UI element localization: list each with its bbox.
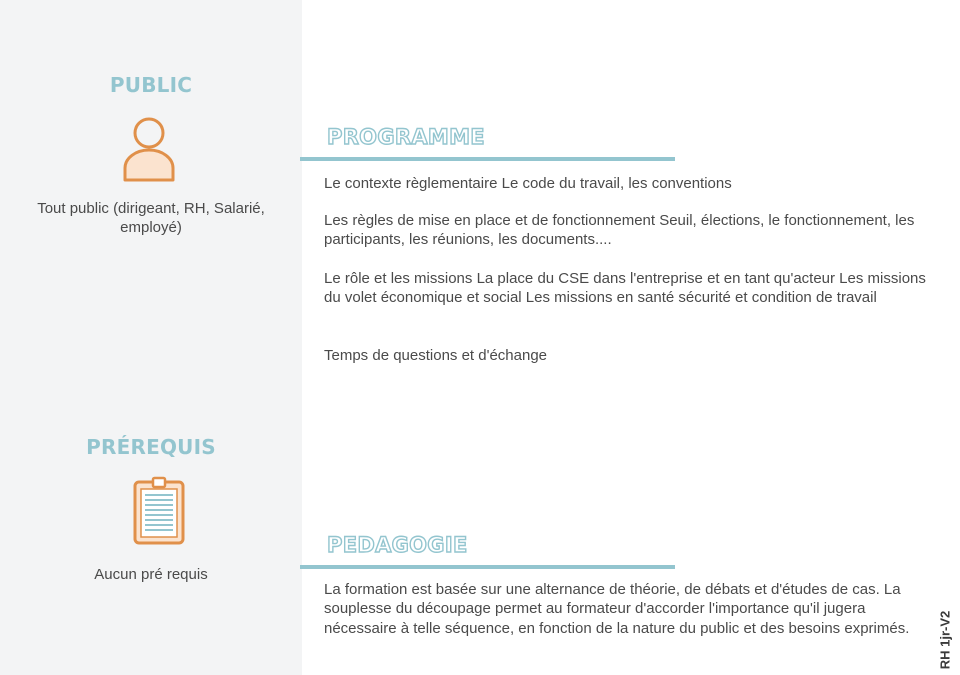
document-reference: RH 1jr-V2 bbox=[937, 610, 953, 670]
programme-paragraph: Le rôle et les missions La place du CSE dans l'entreprise et en tant qu'acteur Les missions du volet économique et social Les missions en santé sécurité et condition de travail bbox=[324, 270, 926, 307]
prerequis-heading: PRÉREQUIS bbox=[86, 435, 216, 459]
prerequis-description: Aucun pré requis bbox=[94, 566, 208, 583]
pedagogie-divider bbox=[300, 565, 675, 569]
programme-title: PROGRAMME bbox=[327, 125, 485, 149]
pedagogie-paragraph: La formation est basée sur une alternance de théorie, de débats et d'études de cas. La souplesse du découpage permet au formateur d'accorder l'importance qu'il jugera nécessaire à telle séquence, en fonction de la nature du public et des besoins exprimés. bbox=[324, 581, 910, 637]
person-icon bbox=[119, 116, 179, 184]
public-description: Tout public (dirigeant, RH, Salarié, employé) bbox=[37, 200, 265, 236]
programme-paragraph: Temps de questions et d'échange bbox=[324, 347, 548, 364]
programme-paragraph: Les règles de mise en place et de fonctionnement Seuil, élections, le fonctionnement, les participants, les réunions, les documents.... bbox=[324, 212, 915, 249]
sidebar bbox=[0, 0, 302, 675]
clipboard-icon bbox=[132, 476, 186, 546]
public-heading: PUBLIC bbox=[109, 73, 193, 97]
pedagogie-title: PEDAGOGIE bbox=[327, 533, 468, 557]
programme-divider bbox=[300, 157, 675, 161]
programme-paragraph: Le contexte règlementaire Le code du travail, les conventions bbox=[324, 175, 732, 192]
